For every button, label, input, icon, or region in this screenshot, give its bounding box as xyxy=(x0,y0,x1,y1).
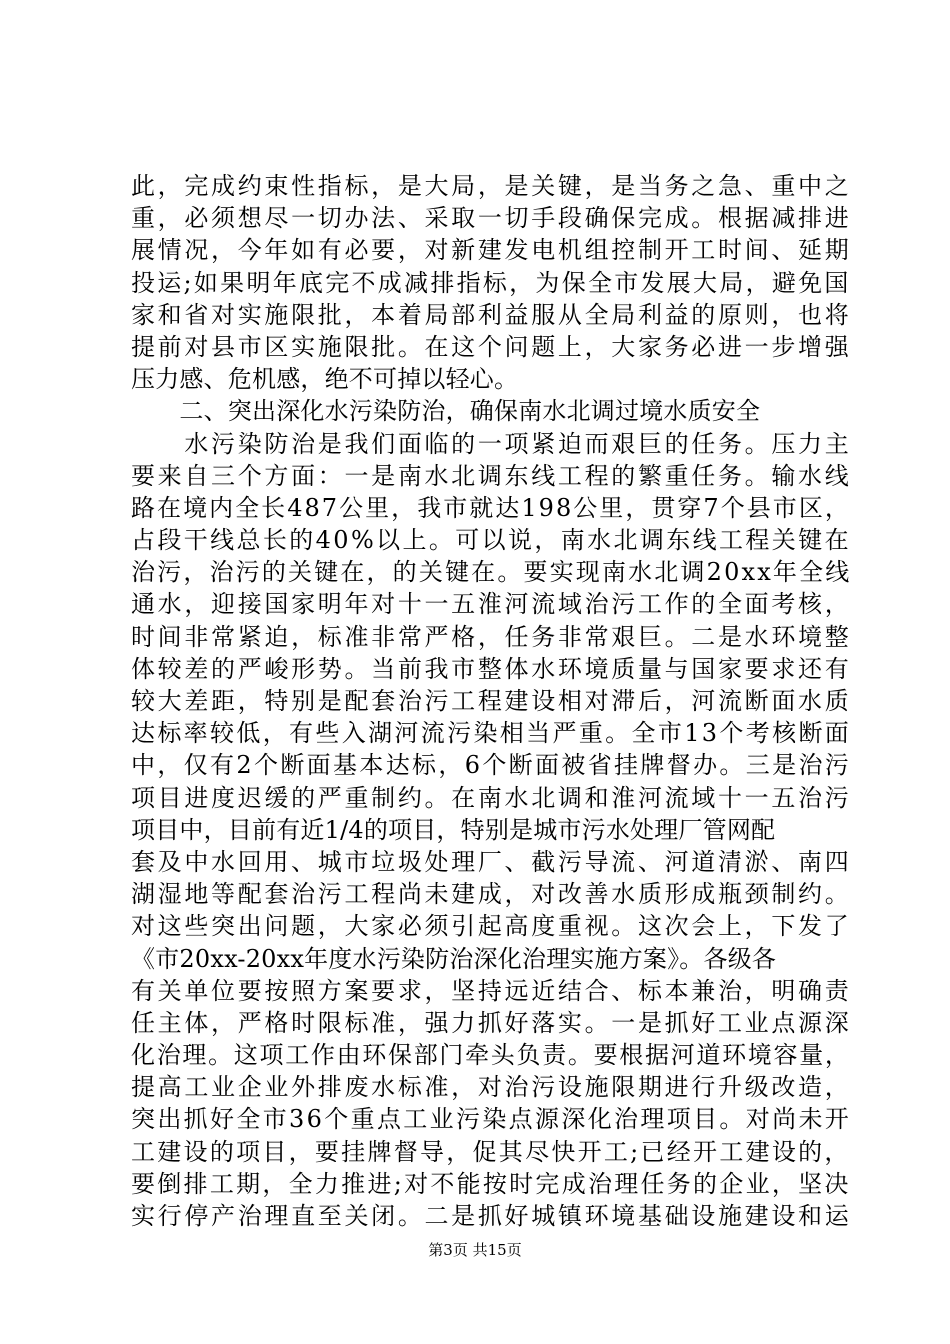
text-line: 工建设的项目，要挂牌督导，促其尽快开工;已经开工建设的， xyxy=(131,1137,851,1166)
text-line: 项目中，目前有近1/4的项目，特别是城市污水处理厂管网配 xyxy=(131,815,776,844)
text-line: 较大差距，特别是配套治污工程建设相对滞后，河流断面水质 xyxy=(131,687,852,715)
text-line: 实行停产治理直至关闭。二是抓好城镇环境基础设施建设和运 xyxy=(131,1202,852,1230)
text-line: 水污染防治是我们面临的一项紧迫而艰巨的任务。压力主 xyxy=(131,429,852,458)
text-line: 套及中水回用、城市垃圾处理厂、截污导流、河道清淤、南四 xyxy=(131,847,852,876)
text-line: 重，必须想尽一切办法、采取一切手段确保完成。根据减排进 xyxy=(131,204,852,233)
text-line: 有关单位要按照方案要求，坚持远近结合、标本兼治，明确责 xyxy=(131,976,852,1005)
text-line: 提高工业企业外排废水标准，对治污设施限期进行升级改造， xyxy=(131,1073,852,1102)
text-line: 展情况，今年如有必要，对新建发电机组控制开工时间、延期 xyxy=(131,236,852,265)
section-heading: 二、突出深化水污染防治，确保南水北调过境水质安全 xyxy=(131,397,761,426)
text-line: 此，完成约束性指标，是大局，是关键，是当务之急、重中之 xyxy=(131,172,852,200)
text-line: 湖湿地等配套治污工程尚未建成，对改善水质形成瓶颈制约。 xyxy=(131,880,852,909)
text-line: 化治理。这项工作由环保部门牵头负责。要根据河道环境容量， xyxy=(131,1041,851,1070)
text-line: 中，仅有2个断面基本达标，6个断面被省挂牌督办。三是治污 xyxy=(131,751,852,780)
text-line: 要倒排工期，全力推进;对不能按时完成治理任务的企业，坚决 xyxy=(131,1169,851,1198)
text-line: 时间非常紧迫，标准非常严格，任务非常艰巨。二是水环境整 xyxy=(131,622,852,651)
body-text xyxy=(131,170,851,1232)
text-line: 占段干线总长的40%以上。可以说，南水北调东线工程关键在 xyxy=(131,526,851,555)
text-line: 任主体，严格时限标准，强力抓好落实。一是抓好工业点源深 xyxy=(131,1008,852,1037)
text-line: 项目进度迟缓的严重制约。在南水北调和淮河流域十一五治污 xyxy=(131,783,852,812)
text-line: 要来自三个方面：一是南水北调东线工程的繁重任务。输水线 xyxy=(131,461,852,490)
text-line: 提前对县市区实施限批。在这个问题上，大家务必进一步增强 xyxy=(131,332,852,361)
text-line: 对这些突出问题，大家必须引起高度重视。这次会上，下发了 xyxy=(131,912,852,941)
text-line: 通水，迎接国家明年对十一五淮河流域治污工作的全面考核， xyxy=(131,590,852,619)
page-footer: 第3页 共15页 xyxy=(428,1241,522,1259)
text-line: 投运;如果明年底完不成减排指标，为保全市发展大局，避免国 xyxy=(131,268,851,297)
text-line: 体较差的严峻形势。当前我市整体水环境质量与国家要求还有 xyxy=(131,654,852,683)
text-line: 达标率较低，有些入湖河流污染相当严重。全市13个考核断面 xyxy=(131,719,852,748)
text-line: 治污，治污的关键在，的关键在。要实现南水北调20xx年全线 xyxy=(131,558,852,587)
text-line: 压力感、危机感，绝不可掉以轻心。 xyxy=(131,365,519,394)
text-line: 《市20xx-20xx年度水污染防治深化治理实施方案》。各级各 xyxy=(131,944,777,973)
text-line: 家和省对实施限批，本着局部利益服从全局利益的原则，也将 xyxy=(131,300,852,329)
text-line: 路在境内全长487公里，我市就达198公里，贯穿7个县市区， xyxy=(131,493,851,522)
text-line: 突出抓好全市36个重点工业污染点源深化治理项目。对尚未开 xyxy=(131,1105,852,1134)
